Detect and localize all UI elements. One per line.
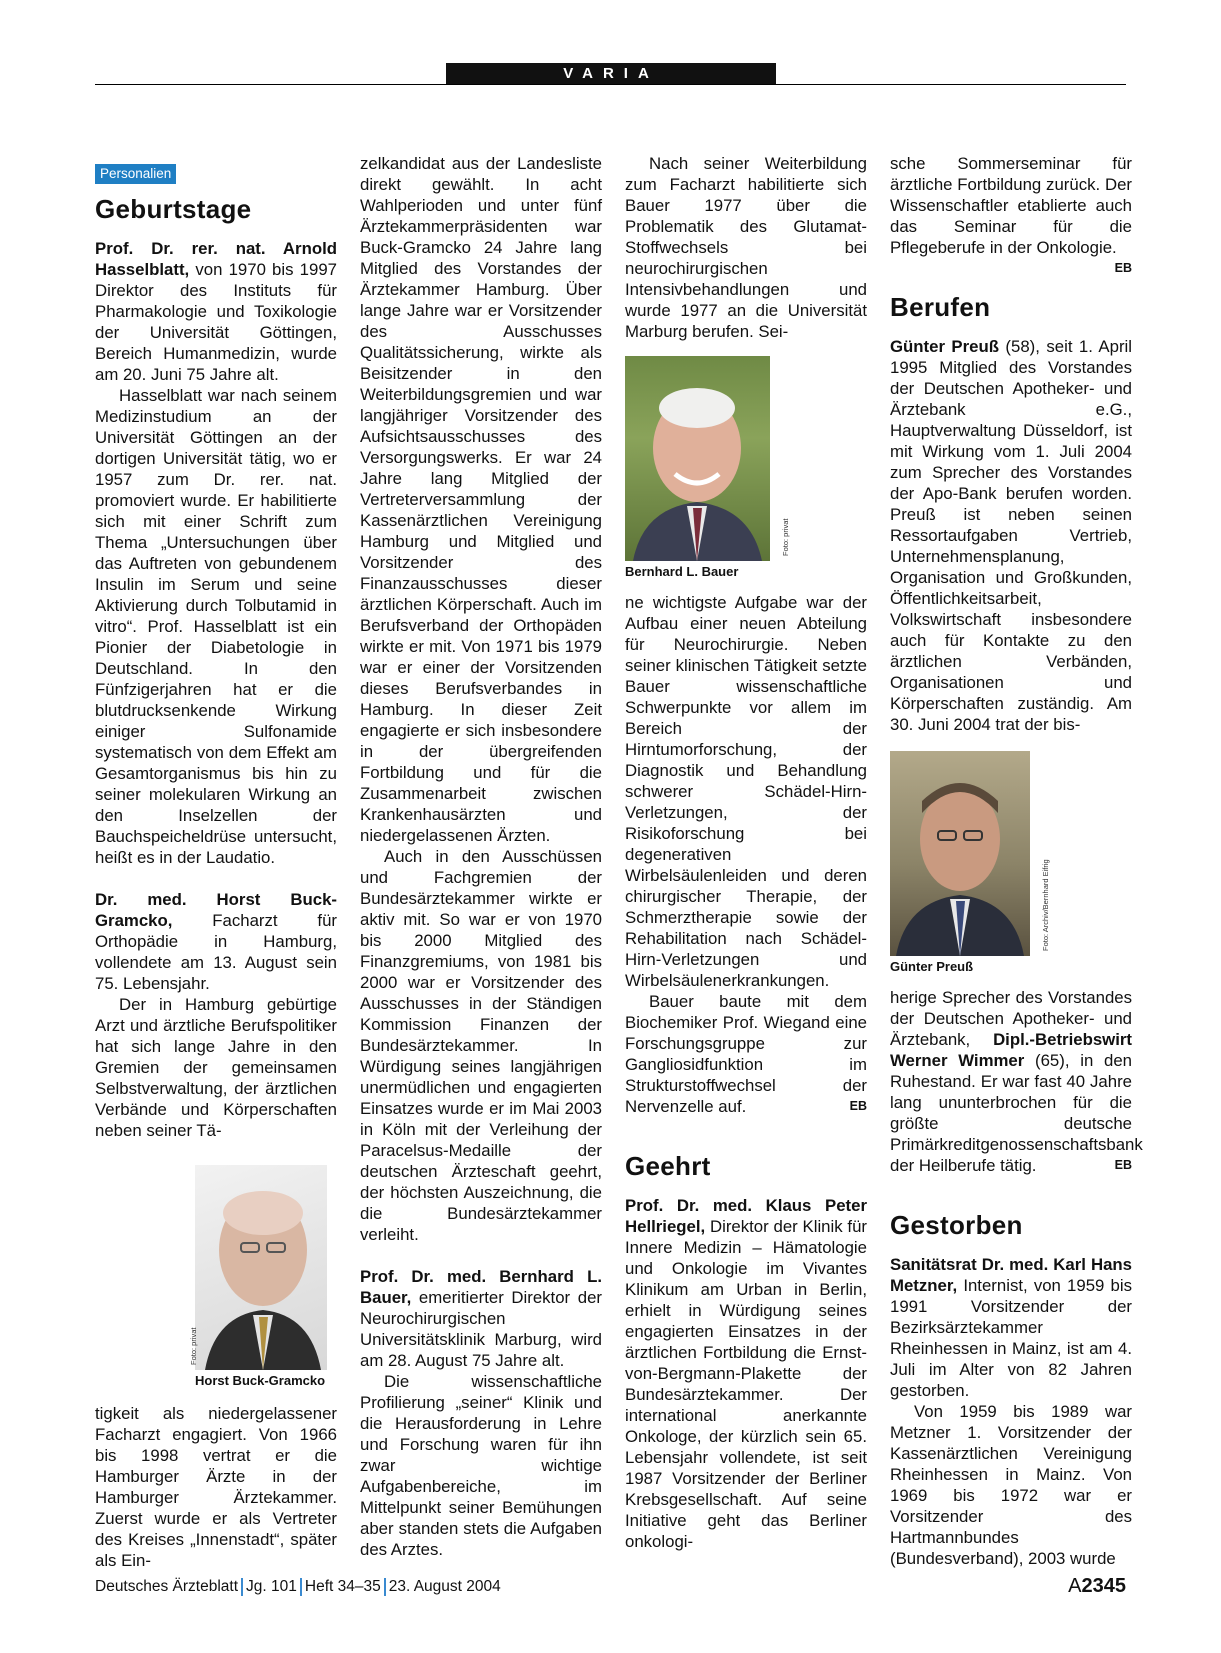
article-paragraph (95, 889, 337, 994)
page-footer (95, 1578, 501, 1596)
person-name: Dipl.-Betriebswirt Werner Wimmer (890, 1030, 1132, 1070)
photo-block (189, 1165, 327, 1389)
photo-caption: Bernhard L. Bauer (625, 564, 739, 579)
page-number-value: 2345 (1081, 1575, 1126, 1597)
paragraph-text: von 1970 bis 1997 Direktor des Instituts für Pharmakologie und Toxikologie der Universität Göttingen, Bereich Humanmedizin, wurde am 20. Juni 75 Jahre alt. (95, 260, 337, 384)
photo-block (890, 751, 1050, 975)
person-name: Günter Preuß (890, 337, 999, 356)
heading-gestorben: Gestorben (890, 1210, 1023, 1240)
article-paragraph: Der in Hamburg gebürtige Arzt und ärztliche Berufspolitiker hat sich lange Jahre in den Gremien der gemeinsamen Selbstverwaltung, der ärztlichen Verbände und Körperschaften neben seiner Tä- (95, 995, 337, 1140)
paragraph-text: Facharzt für Orthopädie in Hamburg, vollendete am 13. August sein 75. Lebensjahr. (95, 911, 337, 993)
photo-credit: Foto: privat (189, 1327, 198, 1365)
paragraph-text: herige Sprecher des Vorstandes der Deutschen Apotheker- und Ärztebank, (890, 988, 1132, 1049)
article-paragraph: tigkeit als niedergelassener Facharzt engagiert. Von 1966 bis 1998 vertrat er die Hamburger Ärzte in der Hamburger Ärztekammer. Zuerst wurde er als Vertreter des Kreises „Innenstadt“, später als Ein- (95, 1404, 337, 1570)
portrait-photo-preuss (890, 751, 1050, 956)
person-name: Dr. med. Horst Buck-Gramcko, (95, 890, 337, 930)
page-number (1068, 1575, 1126, 1598)
article-paragraph: zelkandidat aus der Landesliste direkt gewählt. In acht Wahlperioden und unter fünf Ärztekammerpräsidenten war Buck-Gramcko 24 Jahre lang Mitglied des Vorstandes der Ärztekammer Hamburg. Über lange Jahre war er Vorsitzender des Ausschusses Qualitätssicherung, wirkte als Beisitzender in den Weiterbildungsgremien und war langjähriger Vorsitzender des Aufsichtsausschusses des Versorgungswerks. Er war 24 Jahre lang Mitglied der Vertreterversammlung der Kassenärztlichen Vereinigung Hamburg und Mitglied und Vorsitzender des Finanzausschusses dieser ärztlichen Körperschaft. Auch im Berufsverband der Orthopäden wirkte er mit. Von 1971 bis 1979 war er einer der Vorsitzenden dieses Berufsverbandes in Hamburg. In dieser Zeit engagierte er sich insbesondere in der übergreifenden Fortbildung und für die Zusammenarbeit zwischen Krankenhausärzten und niedergelassenen Ärzten. (360, 154, 602, 845)
portrait-photo-bauer (625, 356, 790, 561)
paragraph-text: Direktor der Klinik für Innere Medizin – Hämatologie und Onkologie im Vivantes Klinikum am Urban in Berlin, erhielt in Würdigung seines engagierten Einsatzes in der ärztlichen Fortbildung die Ernst-von-Bergmann-Plakette der Bundesärztekammer. Der international anerkannte Onkologe, der kürzlich sein 65. Lebensjahr vollendete, ist seit 1987 Vorsitzender der Berliner Krebsgesellschaft. Auf seine Initiative geht das Berliner onkologi- (625, 1217, 867, 1551)
article-paragraph (890, 153, 1132, 275)
heading-geehrt: Geehrt (625, 1151, 711, 1181)
article-paragraph: Von 1959 bis 1989 war Metzner 1. Vorsitzender der Kassenärztlichen Vereinigung Rheinhessen in Mainz. Von 1969 bis 1972 war er Vorsitzender des Hartmannbundes (Bundesverband), 2003 wurde (890, 1402, 1132, 1568)
article-paragraph: ne wichtigste Aufgabe war der Aufbau einer neuen Abteilung für Neurochirurgie. Neben seiner klinischen Tätigkeit setzte Bauer wissenschaftliche Schwerpunkte vor allem im Bereich der Hirntumorforschung, der Diagnostik und Behandlung schwerer Schädel-Hirn-Verletzungen, der Risikoforschung bei degenerativen Wirbelsäulenleiden und deren chirurgischer Therapie, der Schmerztherapie sowie der Rehabilitation nach Schädel-Hirn-Verletzungen und Wirbelsäulenerkrankungen. (625, 593, 867, 990)
paragraph-text: sche Sommerseminar für ärztliche Fortbildung zurück. Der Wissenschaftler etablierte auch das Seminar für die Pflegeberufe in der Onkologie. (890, 154, 1132, 257)
person-name: Sanitätsrat Dr. med. Karl Hans Metzner, (890, 1255, 1132, 1295)
article-paragraph (95, 238, 337, 385)
rubric-tag: Personalien (95, 164, 176, 184)
article-paragraph (360, 1266, 602, 1371)
photo-caption: Horst Buck-Gramcko (195, 1373, 326, 1388)
article-paragraph: Nach seiner Weiterbildung zum Facharzt habilitierte sich Bauer 1977 über die Problematik des Glutamat-Stoffwechsels bei neurochirurgischen Intensivbehandlungen und wurde 1977 an die Universität Marburg berufen. Sei- (625, 154, 867, 341)
journal-name: Deutsches Ärzteblatt (95, 1578, 239, 1596)
paragraph-text: emeritierter Direktor der Neurochirurgischen Universitätsklinik Marburg, wird am 28. August 75 Jahre alt. (360, 1288, 602, 1370)
author-signature: EB (1114, 1158, 1132, 1172)
column-1 (95, 162, 337, 1571)
photo-caption: Günter Preuß (890, 959, 974, 974)
paragraph-text: (58), seit 1. April 1995 Mitglied des Vorstandes der Deutschen Apotheker- und Ärztebank e.G., Hauptverwaltung Düsseldorf, ist mit Wirkung vom 1. Juli 2004 zum Sprecher des Vorstandes der Apo-Bank berufen worden. Preuß ist neben seinen Ressortaufgaben Vertrieb, Unternehmensplanung, Organisation und Großkunden, Öffentlichkeitsarbeit, Volkswirtschaft insbesondere auch für Kontakte zu den ärztlichen Verbänden, Organisationen und Körperschaften zuständig. Am 30. Juni 2004 trat der bis- (890, 337, 1132, 734)
portrait-illustration (890, 751, 1030, 956)
footer-separator (384, 1578, 386, 1596)
person-name: Prof. Dr. rer. nat. Arnold Hasselblatt, (95, 239, 337, 279)
paragraph-text: Bauer baute mit dem Biochemiker Prof. Wiegand eine Forschungsgruppe zur Gangliosidfunktion im Strukturstoffwechsel der Nervenzelle auf. (625, 992, 867, 1116)
column-2 (360, 153, 602, 1560)
paragraph-text: Internist, von 1959 bis 1991 Vorsitzender der Bezirksärztekammer Rheinhessen in Mainz, ist am 4. Juli im Alter von 82 Jahren gestorben. (890, 1276, 1132, 1400)
column-3 (625, 153, 867, 1552)
article-paragraph (890, 336, 1132, 735)
article-paragraph (890, 1254, 1132, 1401)
footer-separator (241, 1578, 243, 1596)
author-signature: EB (1114, 261, 1132, 275)
article-paragraph: Die wissenschaftliche Profilierung „seiner“ Klinik und die Herausforderung in Lehre und Forschung waren für ihn zwar wichtige Aufgabenbereiche, im Mittelpunkt seiner Bemühungen aber standen stets die Aufgaben des Arztes. (360, 1372, 602, 1559)
article-paragraph: Auch in den Ausschüssen und Fachgremien der Bundesärztekammer wirkte er aktiv mit. So war er von 1970 bis 2000 Mitglied des Finanzgremiums, von 1981 bis 2000 war er Vorsitzender des Ausschusses in der Ständigen Kommission Finanzen der Bundesärztekammer. In Würdigung seines langjährigen unermüdlichen und engagierten Einsatzes wurde er im Mai 2003 in Köln mit der Verleihung der Paracelsus-Medaille der deutschen Ärzteschaft geehrt, der höchsten Auszeichnung, die die Bundesärztekammer verleiht. (360, 847, 602, 1244)
portrait-photo-buck-gramcko (189, 1165, 327, 1370)
portrait-illustration (195, 1165, 327, 1370)
photo-credit: Foto: privat (781, 518, 790, 556)
heading-berufen: Berufen (890, 292, 991, 322)
person-name: Prof. Dr. med. Bernhard L. Bauer, (360, 1267, 602, 1307)
author-signature: EB (849, 1099, 867, 1113)
photo-credit: Foto: Archiv/Bernhard Eifrig (1041, 859, 1050, 951)
page-prefix: A (1068, 1575, 1082, 1597)
journal-issue: Heft 34–35 (304, 1578, 381, 1596)
journal-volume: Jg. 101 (246, 1578, 297, 1596)
article-paragraph (625, 991, 867, 1117)
person-name: Prof. Dr. med. Klaus Peter Hellriegel, (625, 1196, 867, 1236)
portrait-illustration (625, 356, 770, 561)
column-4 (890, 153, 1143, 1569)
paragraph-text: (65), in den Ruhestand. Er war fast 40 Jahre lang ununterbrochen für die größte deutsche Primärkreditgenossenschaftsbank der Heilberufe tätig. (890, 1051, 1143, 1175)
heading-geburtstage: Geburtstage (95, 194, 252, 224)
header-rule (95, 84, 1126, 85)
article-paragraph: Hasselblatt war nach seinem Medizinstudium an der Universität Göttingen an der dortigen Universität tätig, wo er 1957 zum Dr. rer. nat. promoviert wurde. Er habilitierte sich mit einer Schrift zum Thema „Untersuchungen über das Auftreten von gebundenem Insulin im Serum und seine Aktivierung durch Tolbutamid in vitro“. Prof. Hasselblatt ist ein Pionier der Diabetologie in Deutschland. In den Fünfzigerjahren hat er die blutdrucksenkende Wirkung einiger Sulfonamide systematisch von dem Effekt am Gesamtorganismus bis hin zu seiner molekularen Wirkung an den Inselzellen der Bauchspeicheldrüse untersucht, heißt es in der Laudatio. (95, 386, 337, 867)
article-paragraph (890, 987, 1143, 1176)
article-paragraph (625, 1195, 867, 1552)
section-header-varia: VARIA (446, 63, 776, 85)
issue-date: 23. August 2004 (388, 1578, 501, 1596)
footer-separator (300, 1578, 302, 1596)
photo-block (625, 356, 790, 580)
